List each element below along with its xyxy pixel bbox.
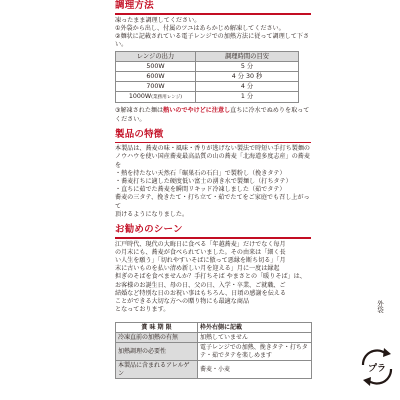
recommend-line: お客様のお誕生日、母の日、父の日、入学・卒業、ご就職、ご <box>115 281 286 289</box>
recommend-line: 末に古いものを払い清め新しい月を迎える」月に一度は縁起 <box>115 265 280 273</box>
content-column <box>115 0 311 379</box>
output-note: (業務用レンジ) <box>151 94 183 100</box>
table-header-row <box>116 52 299 62</box>
recommend-line: ことができる大切な方への贈り物にも最適な商品 <box>115 297 250 305</box>
output-cell: 600W <box>116 72 196 82</box>
mark-text: プラ <box>367 364 387 374</box>
features-title: 製品の特徴 <box>115 128 164 140</box>
table-row <box>116 92 299 103</box>
time-cell: 4 分 <box>196 82 299 92</box>
recommend-line: となっております。 <box>115 306 170 314</box>
info-header-row <box>116 323 312 333</box>
expiry-location: 枠外右側に記載 <box>198 323 312 333</box>
features-section <box>115 129 311 219</box>
recommend-title: お勧めのシーン <box>115 224 183 236</box>
info-value: 加熱していません <box>198 333 312 343</box>
info-key: 冷凍直前の加熱の有無 <box>116 333 198 343</box>
header-time: 調理時間の目安 <box>196 52 299 62</box>
table-row <box>116 343 312 361</box>
time-cell: 4 分 30 秒 <box>196 72 299 82</box>
header-output: レンジの出力 <box>116 52 196 62</box>
burn-warning: 熱いのでやけどに注意し <box>163 107 231 115</box>
outer-bag-label: 外袋 <box>376 300 384 313</box>
output-cell: 1000W(業務用レンジ) <box>116 92 196 103</box>
recommend-line: 担ぎのそばを食べませんか？手打ちそば やまさとの「暖りそば」は、 <box>115 273 306 281</box>
features-line: 本製品は、蕎麦の味・風味・香りが逃げない製法で時短い手打ち製麺の <box>115 145 310 153</box>
features-line: 頂けるようになりました。 <box>115 210 189 218</box>
table-row <box>116 361 312 379</box>
features-line: ・直ちに茹でた蕎麦を瞬間リキッド冷凍しました（茹でタテ） <box>115 186 286 194</box>
cooking-intro-line: ②麺状に記載されている電子レンジでの加熱方法に従って調理して下さい。 <box>115 32 310 49</box>
output-cell: 700W <box>116 82 196 92</box>
output-cell: 500W <box>116 62 196 72</box>
table-row <box>116 82 299 92</box>
recommend-line: い人生を願う」「切れやすいそばに倣って悪縁を断ち切る」「月 <box>115 256 286 264</box>
plastic-recycle-mark <box>355 345 399 389</box>
table-row <box>116 72 299 82</box>
microwave-time-table <box>115 51 299 103</box>
cooking-title: 調理方法 <box>115 0 154 11</box>
features-line: ・蕎麦打ちに適した硬度低い富士の湧き水で製麺し（打ちタテ） <box>115 178 292 186</box>
cooking-caution: ③解凍された麺は熱いのでやけどに注意し直ちに冷水でぬめりを取ってください。 <box>115 107 310 123</box>
features-line: ノウハウを使い国産蕎麦最高品質の山の蕎麦「北海道多度志産」の蕎麦を <box>115 153 310 169</box>
time-cell: 1 分 <box>196 92 299 103</box>
recommend-line: の月末にも、蕎麦が食べられていました。その由来は「細く長 <box>115 248 286 256</box>
cooking-intro-line: 凍ったまま調理してください。 <box>115 16 201 24</box>
info-value: 電子レンジでの加熱、挽きタテ・打ちタテ・茹でタテを楽しめます <box>198 343 312 361</box>
expiry-header: 賞 味 期 限 <box>116 323 198 333</box>
features-line: ・熱を持たない天然石「碾巣石の石臼」で製粉し（挽きタテ） <box>115 169 286 177</box>
cooking-intro-line: ①外袋から出し、付属のツユはあらかじめ解凍してください。 <box>115 24 285 32</box>
table-row <box>116 333 312 343</box>
table-row <box>116 62 299 72</box>
info-key: 加熱調理の必要性 <box>116 343 198 361</box>
recommend-section <box>115 224 311 314</box>
recommend-line: 結婚など特別な日のお祝い事はもちろん、日頃の感謝を伝える <box>115 289 286 297</box>
product-info-table <box>115 322 312 379</box>
features-line: 蕎麦の三タテ、挽きたて・打ち立て・茹でたてをご家庭でも召し上がって <box>115 194 310 210</box>
info-value: 蕎麦・小麦 <box>198 361 312 379</box>
recommend-title-rule <box>115 237 311 239</box>
time-cell: 5 分 <box>196 62 299 72</box>
cooking-title-rule <box>115 13 311 15</box>
recommend-line: 江戸時代、現代の大晦日に食べる「年越蕎麦」だけでなく毎月 <box>115 240 286 248</box>
info-key: 本製品に含まれるアレルゲン <box>116 361 198 379</box>
recycle-arrows-icon <box>355 345 399 389</box>
features-title-rule <box>115 142 311 144</box>
cooking-section <box>115 0 311 124</box>
